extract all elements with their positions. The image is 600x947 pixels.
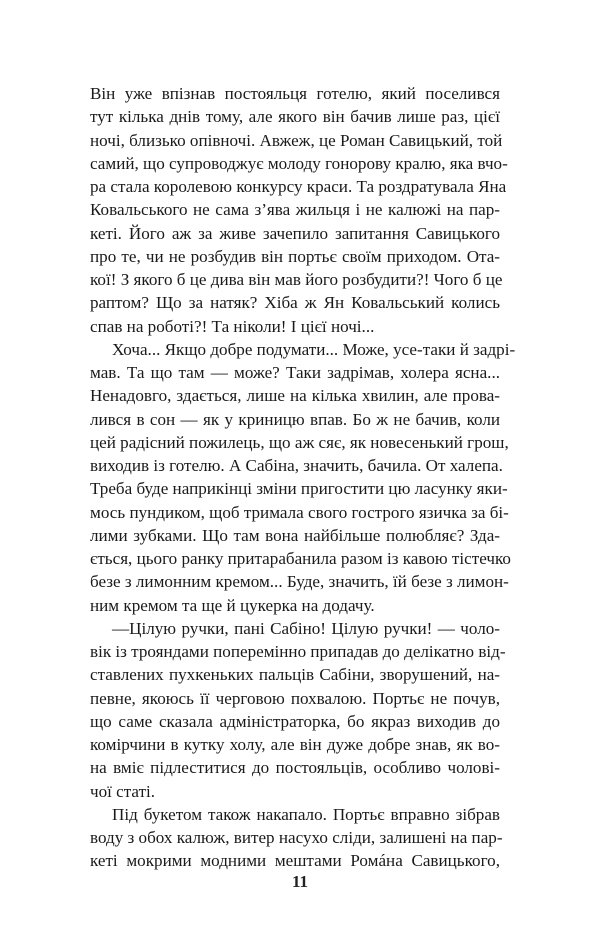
- text-line: —Цілую ручки, пані Сабіно! Цілую ручки! — чоло-: [112, 618, 500, 638]
- text-line: про те, чи не розбудив він портьє своїм приходом. Ота-: [90, 246, 500, 266]
- text-line: чої статі.: [90, 781, 156, 801]
- text-line: лими зубками. Що там вона найбільше полюбляє? Зда-: [90, 525, 500, 545]
- paragraph: [90, 338, 516, 617]
- text-line: раптом? Що за натяк? Хіба ж Ян Ковальський колись: [90, 293, 500, 313]
- text-line: кої! З якого б це дива він мав його розбудити?! Чого б це: [90, 270, 503, 289]
- text-line: комірчини в кутку холу, але він дуже добре знав, як во-: [90, 735, 500, 754]
- paragraph: [90, 82, 508, 338]
- text-line: Треба буде наприкінці зміни пригостити цю ласунку яки-: [90, 479, 508, 499]
- text-line: кеті. Його аж за живе зачепило запитання Савицького: [90, 223, 500, 243]
- text-line: воду з обох калюж, витер насухо сліди, залишені на пар-: [90, 828, 503, 847]
- body-text: [90, 82, 516, 873]
- text-line: ється, цього ранку притарабанила разом із кавою тістечко: [90, 549, 511, 568]
- text-line: Хоча... Якщо добре подумати... Може, усе-таки й задрі-: [112, 339, 516, 359]
- text-line: безе з лимонним кремом... Буде, значить, їй безе з лимон-: [90, 572, 509, 592]
- text-line: лився в сон — як у криницю впав. Бо ж не бачив, коли: [90, 409, 500, 429]
- text-line: виходив із готелю. А Сабіна, значить, бачила. От халепа.: [90, 456, 503, 475]
- text-line: мав. Та що там — може? Таки задрімав, холера ясна...: [90, 363, 500, 382]
- text-line: мось пундиком, щоб тримала свого гострого язичка за бі-: [90, 502, 509, 522]
- text-line: Ненадовго, здається, лише на кілька хвилин, але прова-: [90, 386, 500, 406]
- text-line: ночі, близько опівночі. Авжеж, це Роман Савицький, той: [90, 130, 503, 150]
- text-line: Під букетом також накапало. Портьє вправно зібрав: [112, 804, 500, 824]
- text-line: що саме сказала адміністраторка, бо якраз виходив до: [90, 711, 500, 731]
- text-line: на вміє підлеститися до постояльців, особливо чолові-: [90, 758, 500, 778]
- text-line: цей радісний пожилець, що аж сяє, як новесенький грош,: [90, 432, 509, 452]
- text-line: ра стала королевою конкурсу краси. Та роздратувала Яна: [90, 177, 507, 196]
- text-line: певне, якоюсь її черговою похвалою. Портьє не почув,: [90, 688, 500, 708]
- paragraph: [90, 617, 506, 803]
- text-line: тут кілька днів тому, але якого він бачив лише раз, цієї: [90, 107, 500, 127]
- text-line: ним кремом та ще й цукерка на додачу.: [90, 595, 375, 615]
- text-line: самий, що супроводжує молоду гонорову кралю, яка вчо-: [90, 153, 508, 173]
- text-line: кеті мокрими модними мештами Ромáна Савицького,: [90, 851, 500, 871]
- text-line: Він уже впізнав постояльця готелю, який поселився: [90, 84, 500, 103]
- text-line: вік із трояндами поперемінно припадав до делікатно від-: [90, 642, 506, 661]
- text-line: спав на роботі?! Та ніколи! І цієї ночі...: [90, 316, 375, 336]
- text-line: Ковальського не сама з’ява жильця і не калюжі на пар-: [90, 200, 500, 220]
- page-number: 11: [291, 872, 309, 891]
- paragraph: [90, 803, 503, 873]
- text-line: ставлених пухкеньких пальців Сабіни, зворушений, на-: [90, 665, 500, 685]
